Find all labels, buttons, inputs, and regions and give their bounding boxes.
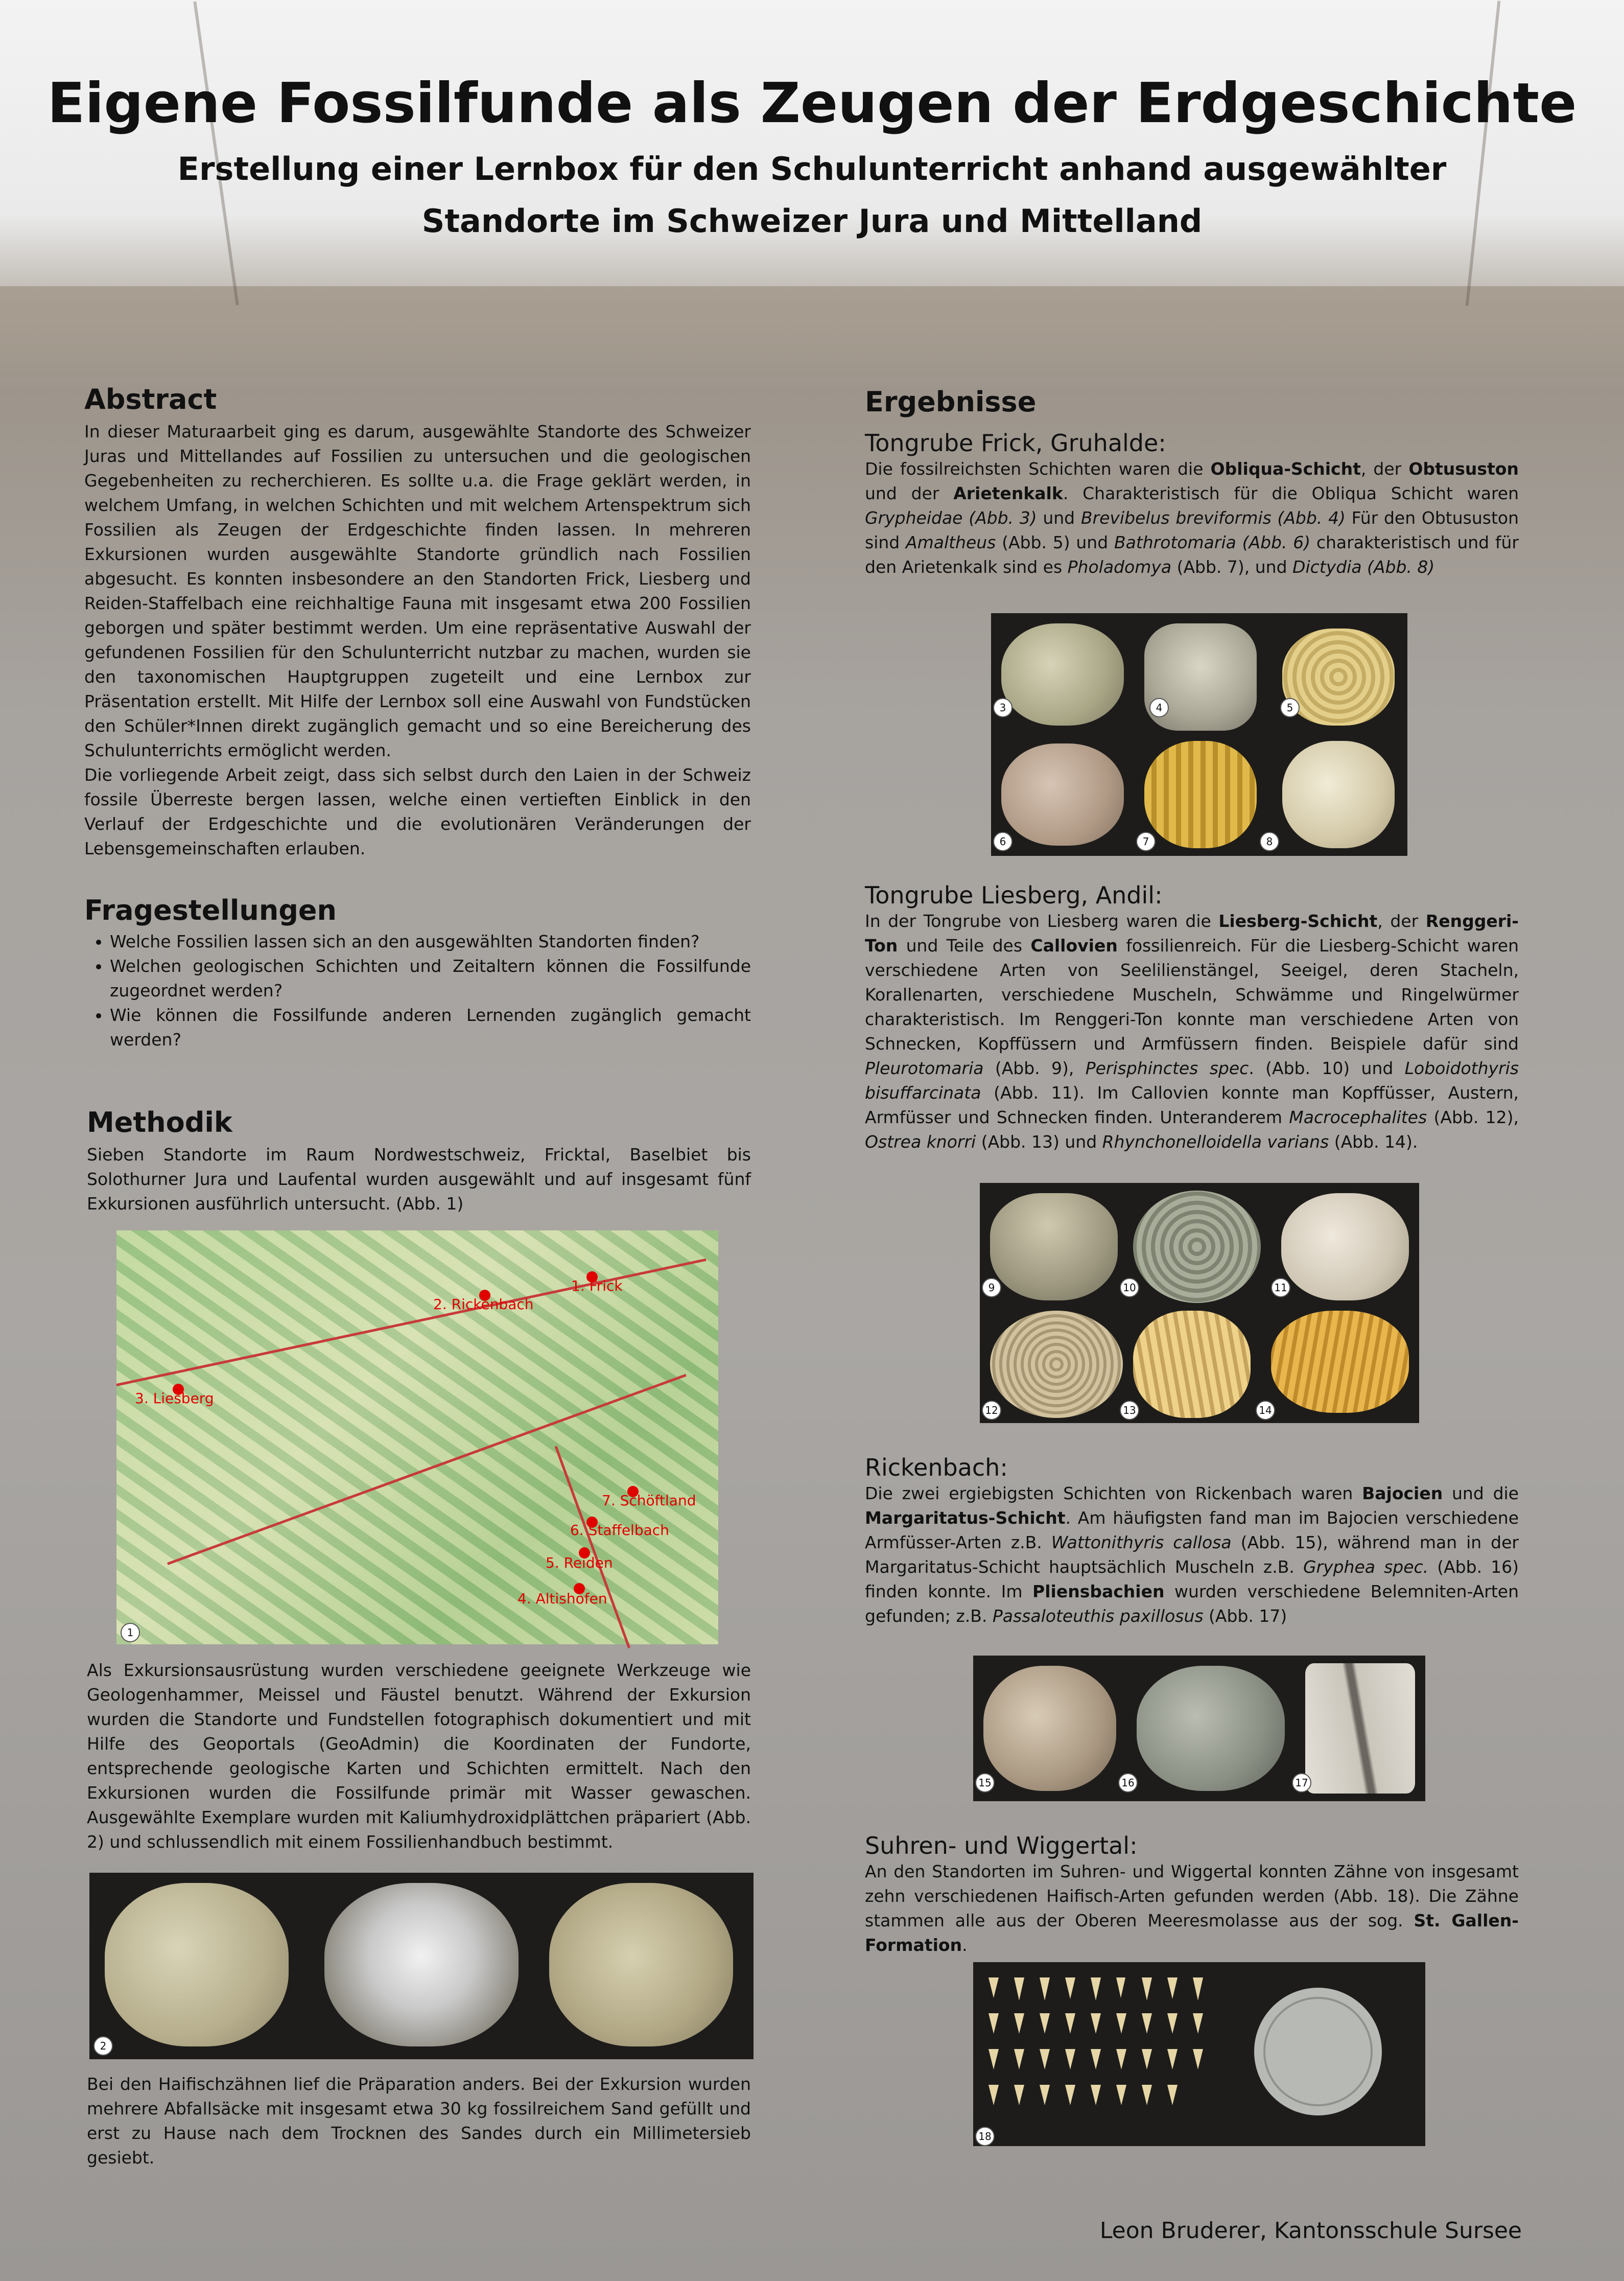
figure-number: 13 bbox=[1120, 1401, 1139, 1420]
ergebnisse-section bbox=[865, 386, 1519, 579]
fossil-photo bbox=[1305, 1663, 1415, 1794]
coin bbox=[1254, 1988, 1382, 2115]
rickenbach-text: Die zwei ergiebigsten Schichten von Rickenbach waren Bajocien und die Margaritatus-Schicht. Am häufigsten fand man im Bajocien verschiedene Armfüsser-Arten z.B. Wattonithyris callosa (Abb. 15), während man in der Margaritatus-Schicht hauptsächlich Muscheln z.B. Gryphea spec. (Abb. 16) finden konnte. Im Pliensbachien wurden verschiedene Belemniten-Arten gefunden; z.B. Passaloteuthis paxillosus (Abb. 17) bbox=[865, 1483, 1519, 1626]
frick-heading: Tongrube Frick, Gruhalde: bbox=[865, 429, 1166, 457]
methodik-text-3: Bei den Haifischzähnen lief die Präparation anders. Bei der Exkursion wurden mehrere Abfallsäcke mit insgesamt etwa 30 kg fossilreichem Sand gefüllt und erst zu Hause nach dem Trocknen des Sandes durch ein Millimetersieb gesiebt. bbox=[87, 2074, 751, 2168]
author-footer: Leon Bruderer, Kantonsschule Sursee bbox=[1099, 2218, 1522, 2244]
methodik-section-2 bbox=[87, 1658, 751, 1854]
fossil-photo bbox=[1133, 1311, 1251, 1418]
figure-number: 15 bbox=[975, 1773, 995, 1793]
rickenbach-section bbox=[865, 1454, 1519, 1628]
question-item: • Wie können die Fossilfunde anderen Lernenden zugänglich gemacht werden? bbox=[110, 1003, 751, 1052]
map-label: 2. Rickenbach bbox=[433, 1296, 534, 1313]
fossil-photo bbox=[549, 1883, 733, 2046]
suhren-section bbox=[865, 1832, 1519, 1958]
fossil-photo bbox=[1144, 741, 1257, 848]
question-item: • Welche Fossilien lassen sich an den ausgewählten Standorten finden? bbox=[110, 929, 751, 954]
abstract-heading: Abstract bbox=[84, 383, 217, 415]
fossil-photo bbox=[1001, 743, 1124, 846]
figure-number: 7 bbox=[1136, 832, 1156, 851]
map-label: 5. Reiden bbox=[546, 1554, 613, 1571]
liesberg-text: In der Tongrube von Liesberg waren die Liesberg-Schicht, der Renggeri-Ton und Teile des Callovien fossilienreich. Für die Liesberg-Schicht waren verschiedene Arten von Seelilienstängel, Seeigel, deren Stacheln, Korallenarten, verschiedene Muscheln, Schwämme und Ringelwürmer charakteristisch. Im Renggeri-Ton konnte man verschiedene Arten von Schnecken, Kopffüssern und Armfüssern finden. Beispiele dafür sind Pleurotomaria (Abb. 9), Perisphinctes spec. (Abb. 10) und Loboidothyris bisuffarcinata (Abb. 11). Im Callovien konnte man Kopffüsser, Austern, Armfüsser und Schnecken finden. Unteranderem Macrocephalites (Abb. 12), Ostrea knorri (Abb. 13) und Rhynchonelloidella varians (Abb. 14). bbox=[865, 911, 1519, 1152]
fossil-photo bbox=[1133, 1191, 1261, 1303]
figure-number: 2 bbox=[93, 2036, 113, 2056]
fragestellungen-heading: Fragestellungen bbox=[84, 894, 337, 926]
figure-number: 4 bbox=[1149, 698, 1169, 717]
fossil-photo bbox=[105, 1883, 289, 2046]
map-label: 3. Liesberg bbox=[135, 1390, 214, 1407]
fossil-photo bbox=[990, 1193, 1118, 1300]
methodik-text: Sieben Standorte im Raum Nordwestschweiz, Fricktal, Baselbiet bis Solothurner Jura und Laufental wurden ausgewählt und auf insgesamt fünf Exkursionen ausführlich untersucht. (Abb. 1) bbox=[87, 1145, 751, 1214]
preparation-photos bbox=[89, 1873, 754, 2059]
background-ridge bbox=[0, 286, 1624, 378]
figure-number: 18 bbox=[975, 2127, 995, 2146]
fossil-photo bbox=[983, 1666, 1116, 1791]
frick-photos bbox=[991, 613, 1407, 856]
fossil-photo bbox=[1137, 1666, 1285, 1791]
figure-number: 16 bbox=[1118, 1773, 1138, 1793]
suhren-heading: Suhren- und Wiggertal: bbox=[865, 1832, 1138, 1859]
methodik-section bbox=[87, 1106, 751, 1216]
abstract-text-2: Die vorliegende Arbeit zeigt, dass sich selbst durch den Laien in der Schweiz fossile Überreste bergen lassen, welche einen vertieften Einblick in den Verlauf der Erdgeschichte und die evolutionären Veränderungen der Lebensgemeinschaften erlauben. bbox=[84, 765, 751, 858]
figure-number: 8 bbox=[1260, 832, 1279, 851]
figure-number: 9 bbox=[982, 1278, 1001, 1297]
liesberg-photos bbox=[980, 1183, 1419, 1423]
map-label: 4. Altishofen bbox=[517, 1590, 607, 1607]
shark-teeth-photo bbox=[973, 1962, 1425, 2146]
map-label: 1. Frick bbox=[571, 1277, 623, 1294]
fossil-photo bbox=[1282, 629, 1395, 726]
ergebnisse-heading: Ergebnisse bbox=[865, 386, 1037, 418]
fossil-photo bbox=[990, 1311, 1123, 1418]
fossil-photo bbox=[1282, 741, 1395, 848]
fossil-photo bbox=[324, 1883, 519, 2046]
location-map bbox=[116, 1230, 718, 1644]
fossil-photo bbox=[1271, 1311, 1409, 1413]
figure-number: 1 bbox=[121, 1623, 140, 1642]
methodik-heading: Methodik bbox=[87, 1106, 232, 1138]
fossil-photo bbox=[1281, 1193, 1409, 1300]
figure-number: 3 bbox=[993, 698, 1013, 717]
methodik-section-3 bbox=[87, 2072, 751, 2170]
rickenbach-heading: Rickenbach: bbox=[865, 1454, 1008, 1481]
figure-number: 10 bbox=[1120, 1278, 1139, 1297]
figure-number: 6 bbox=[993, 832, 1013, 851]
liesberg-heading: Tongrube Liesberg, Andil: bbox=[865, 881, 1163, 909]
figure-number: 14 bbox=[1256, 1401, 1275, 1420]
map-label: 7. Schöftland bbox=[602, 1492, 696, 1509]
shark-teeth-svg bbox=[973, 1962, 1425, 2146]
poster-subtitle: Erstellung einer Lernbox für den Schulunterricht anhand ausgewählter Standorte im Schweizer Jura und Mittelland bbox=[177, 150, 1447, 240]
figure-number: 17 bbox=[1292, 1773, 1311, 1793]
methodik-text-2: Als Exkursionsausrüstung wurden verschiedene geeignete Werkzeuge wie Geologenhammer, Meissel und Fäustel benutzt. Während der Exkursion wurden die Standorte und Fundstellen fotographisch dokumentiert und mit Hilfe des Geoportals (GeoAdmin) die Koordinaten der Fundorte, entsprechende geologische Karten und Schichten ermittelt. Nach den Exkursionen wurden die Fossilfunde primär mit Wasser gewaschen. Ausgewählte Exemplare wurden mit Kaliumhydroxidplättchen präpariert (Abb. 2) und schlussendlich mit einem Fossilienhandbuch bestimmt. bbox=[87, 1660, 751, 1852]
fossil-photo bbox=[1001, 623, 1124, 726]
rickenbach-photos bbox=[973, 1656, 1425, 1801]
abstract-text: In dieser Maturaarbeit ging es darum, ausgewählte Standorte des Schweizer Juras und Mittellandes auf Fossilien zu untersuchen und die geologischen Gegebenheiten zu recherchieren. Es sollte u.a. die Frage geklärt werden, in welchem Umfang, in welchen Schichten und mit welchem Artenspektrum sich Fossilien als Zeugen der Erdgeschichte finden lassen. In mehreren Exkursionen wurden ausgewählte Standorte gründlich nach Fossilien abgesucht. Es konnten insbesondere an den Standorten Frick, Liesberg und Reiden-Staffelbach eine reichhaltige Fauna mit insgesamt etwa 200 Fossilien geborgen und später bestimmt werden. Um eine repräsentative Auswahl der gefundenen Fossilien für den Schulunterricht nutzbar zu machen, wurden sie den taxonomischen Hauptgruppen zugeteilt und eine Lernbox zur Präsentation erstellt. Mit Hilfe der Lernbox soll eine Auswahl von Fundstücken den Schüler*Innen direkt zugänglich gemacht und so eine Bereicherung des Schulunterrichts ermöglicht werden. bbox=[84, 422, 751, 760]
fragestellungen-section bbox=[84, 894, 751, 1052]
poster-title: Eigene Fossilfunde als Zeugen der Erdgeschichte bbox=[47, 72, 1577, 135]
liesberg-section bbox=[865, 881, 1519, 1154]
figure-number: 5 bbox=[1280, 698, 1300, 717]
suhren-text: An den Standorten im Suhren- und Wiggertal konnten Zähne von insgesamt zehn verschiedenen Haifisch-Arten gefunden werden (Abb. 18). Die Zähne stammen alle aus der Oberen Meeresmolasse aus der sog. St. Gallen-Formation. bbox=[865, 1861, 1519, 1955]
map-road bbox=[555, 1446, 630, 1648]
question-item: • Welchen geologischen Schichten und Zeitaltern können die Fossilfunde zugeordnet werden? bbox=[110, 954, 751, 1003]
abstract-section bbox=[84, 383, 751, 861]
figure-number: 11 bbox=[1271, 1278, 1290, 1297]
teeth-group bbox=[988, 1977, 1203, 2105]
figure-number: 12 bbox=[982, 1401, 1001, 1420]
frick-text: Die fossilreichsten Schichten waren die Obliqua-Schicht, der Obtususton und der Arietenkalk. Charakteristisch für die Obliqua Schicht waren Grypheidae (Abb. 3) und Brevibelus breviformis (Abb. 4) Für den Obtususton sind Amaltheus (Abb. 5) und Bathrotomaria (Abb. 6) charakteristisch und für den Arietenkalk sind es Pholadomya (Abb. 7), und Dictydia (Abb. 8) bbox=[865, 459, 1519, 577]
question-list bbox=[84, 929, 751, 1052]
map-label: 6. Staffelbach bbox=[570, 1522, 669, 1539]
